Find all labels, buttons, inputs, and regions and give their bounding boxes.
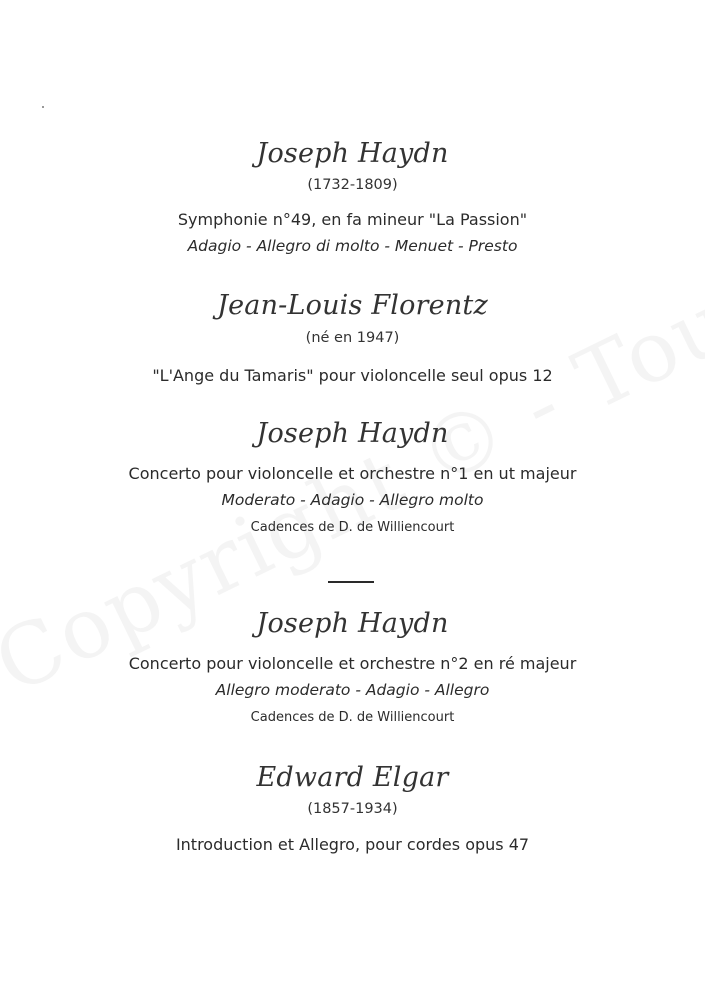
work-movements: Moderato - Adagio - Allegro molto	[221, 491, 484, 509]
work-title: "L'Ange du Tamaris" pour violoncelle seul opus 12	[152, 366, 553, 385]
intermission-divider	[328, 581, 374, 583]
work-title: Introduction et Allegro, pour cordes opus 47	[175, 835, 530, 854]
work-cadences: Cadences de D. de Williencourt	[250, 710, 455, 725]
work-movements: Allegro moderato - Adagio - Allegro	[215, 681, 490, 699]
work-title: Concerto pour violoncelle et orchestre n°2 en ré majeur	[128, 654, 577, 673]
work-title: Symphonie n°49, en fa mineur "La Passion"	[177, 210, 528, 229]
scan-speck	[42, 106, 44, 108]
composer-dates: (1857-1934)	[307, 801, 398, 817]
work-movements: Adagio - Allegro di molto - Menuet - Presto	[187, 237, 518, 255]
work-cadences: Cadences de D. de Williencourt	[250, 520, 455, 535]
composer-name: Jean-Louis Florentz	[217, 290, 488, 321]
composer-name: Edward Elgar	[256, 762, 449, 793]
work-title: Concerto pour violoncelle et orchestre n°1 en ut majeur	[128, 464, 577, 483]
composer-name: Joseph Haydn	[256, 418, 449, 449]
composer-name: Joseph Haydn	[256, 608, 449, 639]
composer-name: Joseph Haydn	[256, 138, 449, 169]
composer-dates: (né en 1947)	[305, 330, 400, 346]
composer-dates: (1732-1809)	[307, 177, 398, 193]
